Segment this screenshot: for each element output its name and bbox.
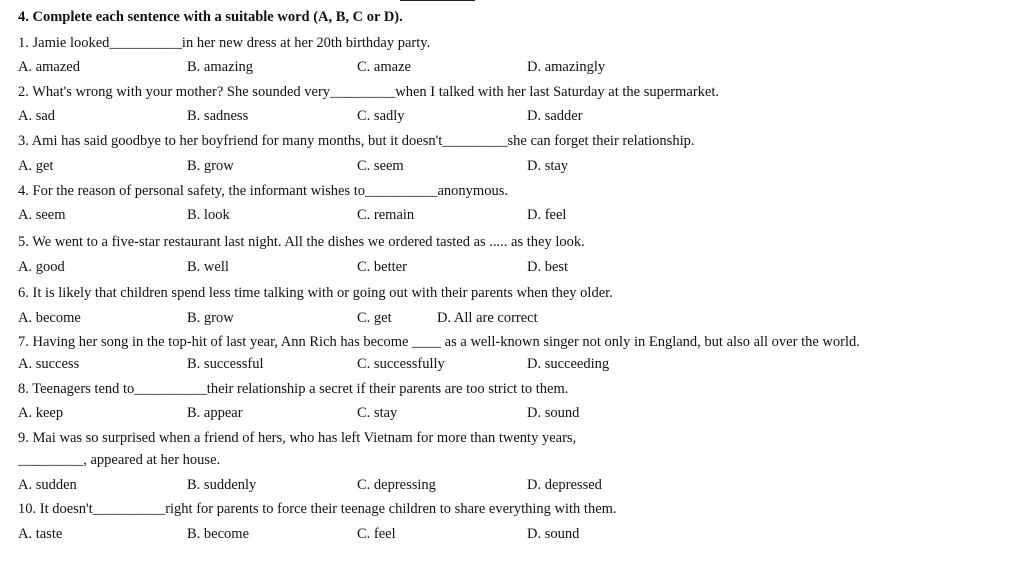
- q9-option-c: C. depressing: [357, 477, 436, 493]
- q8-option-d: D. sound: [527, 405, 580, 421]
- question-1: 1. Jamie looked__________in her new dress at her 20th birthday party.: [18, 35, 431, 51]
- q10-option-c: C. feel: [357, 526, 396, 542]
- q10-option-b: B. become: [187, 526, 250, 542]
- q8-option-a: A. keep: [18, 405, 64, 421]
- q4-option-b: B. look: [187, 207, 230, 223]
- q2-option-d: D. sadder: [527, 108, 583, 124]
- exercise-heading: 4. Complete each sentence with a suitable word (A, B, C or D).: [18, 9, 403, 25]
- q4-option-d: D. feel: [527, 207, 567, 223]
- q2-option-a: A. sad: [18, 108, 56, 124]
- question-10: 10. It doesn't__________right for parents to force their teenage children to share everything with them.: [18, 501, 617, 517]
- q10-option-d: D. sound: [527, 526, 580, 542]
- q9-option-b: B. suddenly: [187, 477, 257, 493]
- question-3: 3. Ami has said goodbye to her boyfriend for many months, but it doesn't_________she can forget their relationship.: [18, 133, 695, 149]
- q7-option-c: C. successfully: [357, 356, 445, 372]
- question-4: 4. For the reason of personal safety, the informant wishes to__________anonymous.: [18, 183, 508, 199]
- q6-option-a: A. become: [18, 310, 81, 326]
- top-rule: [400, 0, 475, 1]
- q5-option-a: A. good: [18, 259, 65, 275]
- q2-option-c: C. sadly: [357, 108, 405, 124]
- q7-option-a: A. success: [18, 356, 80, 372]
- question-2: 2. What's wrong with your mother? She sounded very_________when I talked with her last Saturday at the supermarket.: [18, 84, 720, 100]
- q1-option-b: B. amazing: [187, 59, 254, 75]
- q2-option-b: B. sadness: [187, 108, 249, 124]
- q9-option-a: A. sudden: [18, 477, 77, 493]
- q6-option-b: B. grow: [187, 310, 234, 326]
- q8-option-c: C. stay: [357, 405, 398, 421]
- q5-option-d: D. best: [527, 259, 569, 275]
- q5-option-c: C. better: [357, 259, 407, 275]
- q6-option-d: D. All are correct: [437, 310, 538, 326]
- q7-option-b: B. successful: [187, 356, 264, 372]
- question-9: 9. Mai was so surprised when a friend of hers, who has left Vietnam for more than twenty years,: [18, 430, 577, 446]
- q3-option-a: A. get: [18, 158, 54, 174]
- question-7: 7. Having her song in the top-hit of last year, Ann Rich has become ____ as a well-known singer not only in England, but also all over the world.: [18, 334, 860, 350]
- q3-option-b: B. grow: [187, 158, 234, 174]
- q1-option-c: C. amaze: [357, 59, 411, 75]
- q4-option-a: A. seem: [18, 207, 66, 223]
- q5-option-b: B. well: [187, 259, 229, 275]
- q7-option-d: D. succeeding: [527, 356, 610, 372]
- q1-option-a: A. amazed: [18, 59, 80, 75]
- question-8: 8. Teenagers tend to__________their relationship a secret if their parents are too strict to them.: [18, 381, 569, 397]
- question-6: 6. It is likely that children spend less time talking with or going out with their parents when they older.: [18, 285, 613, 301]
- q3-option-c: C. seem: [357, 158, 404, 174]
- q9-option-d: D. depressed: [527, 477, 602, 493]
- question-9-continuation: _________, appeared at her house.: [18, 452, 221, 468]
- q6-option-c: C. get: [357, 310, 392, 326]
- q10-option-a: A. taste: [18, 526, 63, 542]
- question-5: 5. We went to a five-star restaurant last night. All the dishes we ordered tasted as ..... as they look.: [18, 234, 585, 250]
- q8-option-b: B. appear: [187, 405, 243, 421]
- q4-option-c: C. remain: [357, 207, 415, 223]
- q3-option-d: D. stay: [527, 158, 569, 174]
- q1-option-d: D. amazingly: [527, 59, 606, 75]
